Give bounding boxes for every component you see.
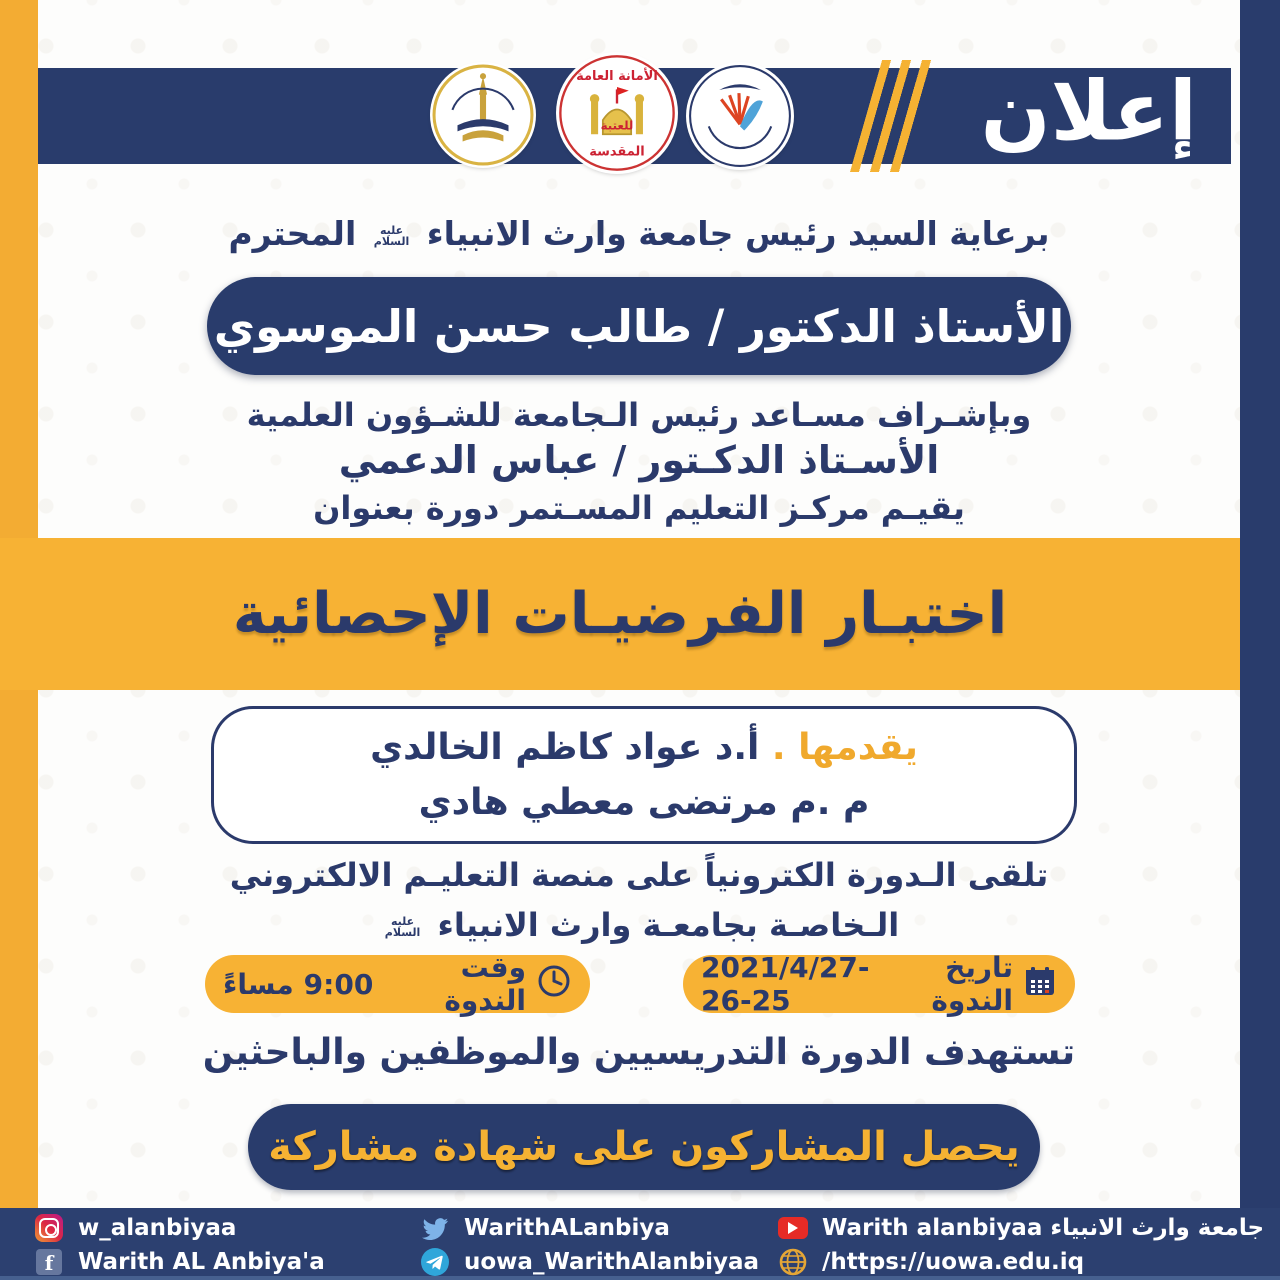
presenter-1 <box>370 727 918 768</box>
right-accent-stripe <box>1240 0 1280 1208</box>
seminar-date-pill <box>683 951 1075 1017</box>
presenter-1-name: أ.د عواد كاظم الخالدي <box>370 727 760 768</box>
certificate-text: يحصل المشاركون على شهادة مشاركة <box>268 1124 1020 1170</box>
clock-icon <box>536 963 572 1006</box>
telegram-link[interactable] <box>420 1247 759 1277</box>
seminar-date-label: تاريخ الندوة <box>931 951 1013 1017</box>
pbuh-mark: عليه السلام <box>384 915 421 939</box>
supervisor-name: الأسـتاذ الدكـتور / عباس الدعمي <box>338 438 940 482</box>
facebook-handle: Warith AL Anbiya'a <box>78 1249 325 1275</box>
delivery-line-1: تلقى الـدورة الكترونياً على منصة التعليـم الالكتروني <box>229 856 1049 894</box>
instagram-handle: w_alanbiyaa <box>78 1215 237 1241</box>
certificate-banner <box>248 1104 1040 1190</box>
honorific-text: المحترم <box>228 214 357 253</box>
presenter-2 <box>419 782 870 823</box>
instagram-link[interactable] <box>34 1213 236 1243</box>
youtube-icon <box>778 1213 808 1243</box>
presenters-box <box>211 706 1077 844</box>
twitter-handle: WarithALanbiya <box>464 1215 670 1241</box>
supervision-line: وبإشـراف مسـاعد رئيس الـجامعة للشـؤون العلمية <box>246 396 1032 434</box>
organizer-line: يقيـم مركـز التعليم المسـتمر دورة بعنوان <box>313 489 965 527</box>
calendar-icon <box>1023 964 1057 1005</box>
seminar-time-suffix: مساءً <box>223 967 294 1001</box>
website-link[interactable] <box>778 1247 1084 1277</box>
svg-text:المقدسة: المقدسة <box>589 144 645 160</box>
president-name: الأستاذ الدكتور / طالب حسن الموسوي <box>213 299 1065 353</box>
youtube-link[interactable] <box>778 1213 1264 1243</box>
svg-text:الأمانة العامة: الأمانة العامة <box>576 68 658 84</box>
presenter-2-name: م .م مرتضى معطي هادي <box>418 782 870 823</box>
facebook-link[interactable] <box>34 1247 325 1277</box>
seminar-time-pill <box>205 951 590 1017</box>
delivery-line-2: الـخاصـة بجامعـة وارث الانبياء عليه السلام <box>384 906 900 944</box>
telegram-handle: uowa_WarithAlanbiyaa <box>464 1249 760 1275</box>
instagram-icon <box>34 1213 64 1243</box>
seminar-time-label: وقت الندوة <box>444 951 526 1017</box>
course-title: اختبـار الفرضيـات الإحصائية <box>232 581 1008 647</box>
patronage-text: برعاية السيد رئيس جامعة وارث الانبياء <box>426 214 1050 253</box>
announcement-title: إعلان <box>980 64 1197 160</box>
seminar-time-value: 9:00 <box>303 967 374 1001</box>
pbuh-mark: عليه السلام <box>373 223 410 248</box>
seminar-date-value: 2021/4/27-26-25 <box>701 951 870 1017</box>
youtube-handle: Warith alanbiyaa جامعة وارث الانبياء <box>822 1215 1265 1241</box>
website-url: /https://uowa.edu.iq <box>822 1249 1085 1275</box>
lower-content-area <box>38 0 1240 1208</box>
footer-social-bar <box>0 1208 1280 1280</box>
target-audience-line: تستهدف الدورة التدريسيين والموظفين والباحثين <box>202 1032 1076 1073</box>
twitter-link[interactable] <box>420 1213 670 1243</box>
presented-by-label: يقدمها . <box>771 727 918 768</box>
facebook-icon: f <box>34 1247 64 1277</box>
twitter-icon <box>420 1213 450 1243</box>
globe-icon <box>778 1247 808 1277</box>
telegram-icon <box>420 1247 450 1277</box>
svg-text:للعتبة: للعتبة <box>600 118 634 133</box>
